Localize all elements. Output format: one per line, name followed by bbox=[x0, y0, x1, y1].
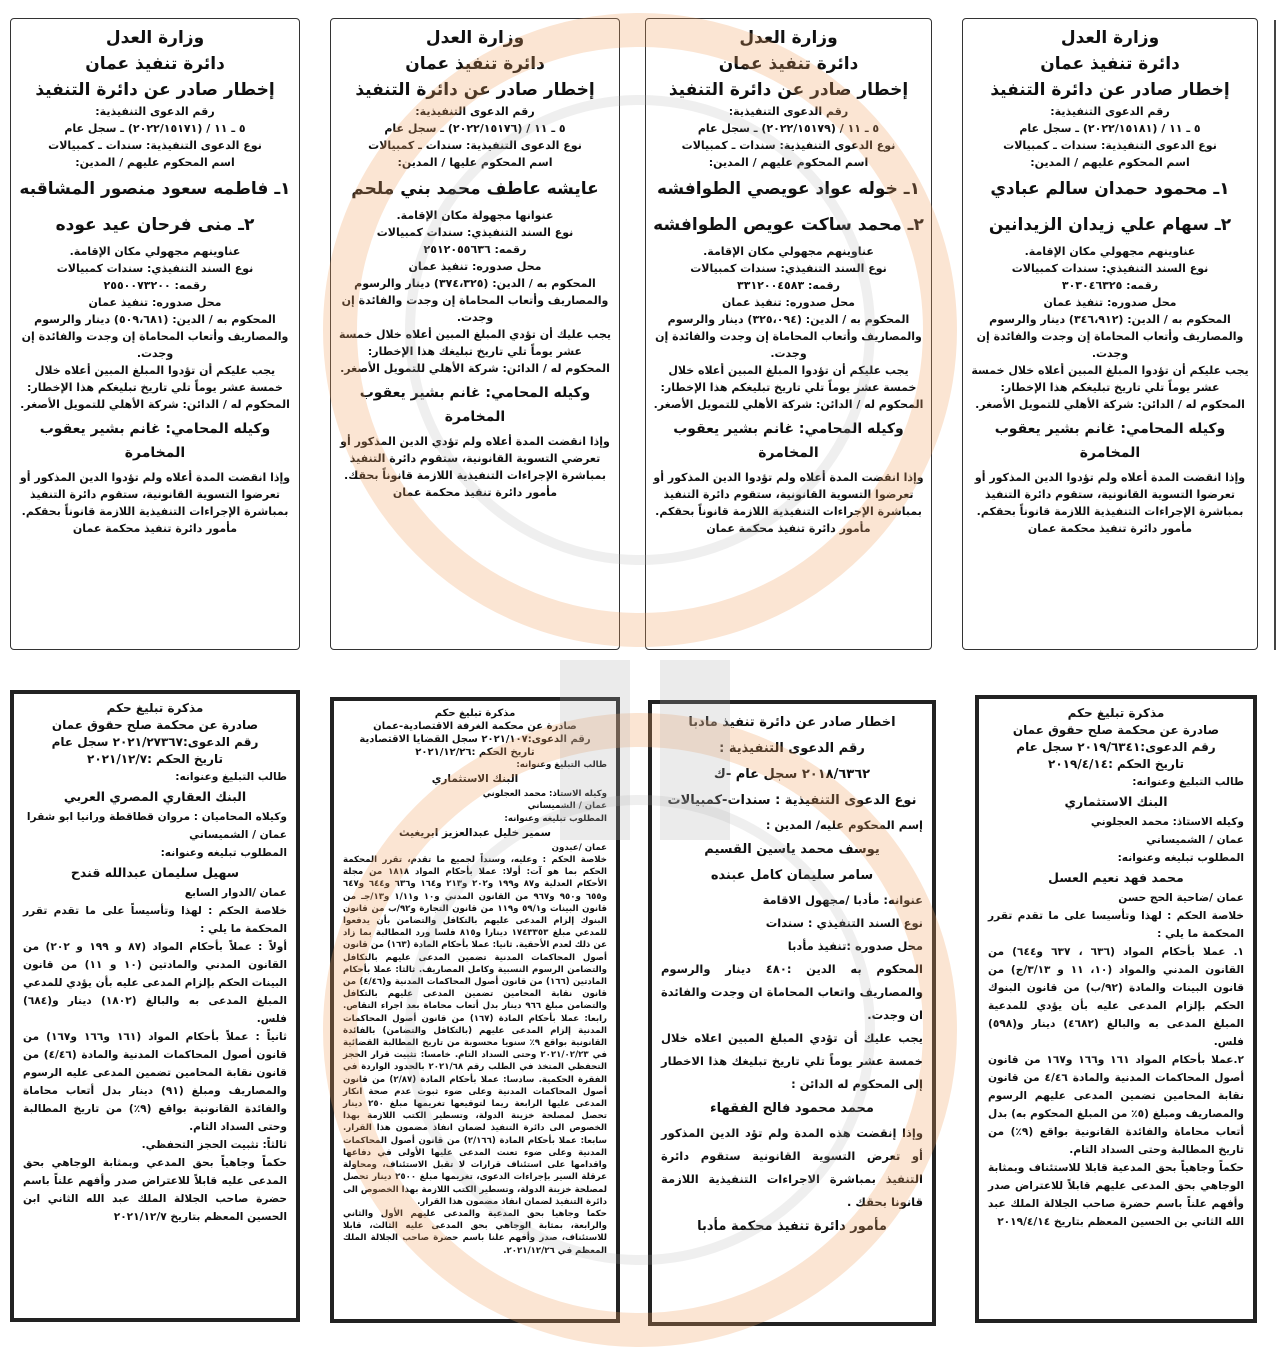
address: عناوينهم مجهولي مكان الإقامة. bbox=[1024, 245, 1196, 258]
address: عناوينهم مجهولي مكان الإقامة. bbox=[69, 245, 241, 258]
notice-text: خلاصة الحكم : لهذا وتأسيساً على ما تقدم تقرر المحكمة ما يلي : bbox=[23, 905, 287, 935]
debtor-name: ٢ـ محمد ساكت عويص الطوافشه bbox=[653, 215, 924, 235]
notice-text: يجب عليك أن تؤدي المبلغ المبين اعلاه خلال خمسة عشر يوماً تلي تاريخ تبليغك هذا الاخطار إلى المحكوم له الدائن : bbox=[661, 1031, 923, 1091]
notice-text: محل صدوره :تنفيذ مأدبا bbox=[787, 939, 923, 953]
court-notice bbox=[648, 700, 936, 1326]
issue-place: محل صدوره: تنفيذ عمان bbox=[722, 296, 855, 309]
notice-text: ثالثاً: تثبيت الحجز التحفظي. bbox=[141, 1139, 287, 1151]
doc-type: نوع السند التنفيذي: سندات كمبيالات bbox=[690, 262, 887, 275]
creditor: المحكوم له / الدائن: شركة الأهلي للتمويل الأصغر. bbox=[20, 398, 290, 411]
department-title: دائرة تنفيذ عمان bbox=[718, 54, 859, 74]
notice-text: عمان /الدوار السابع bbox=[184, 887, 287, 899]
notice-text: وكيله الاستاذ: محمد العجلوني bbox=[482, 789, 607, 800]
notice-name: سمير خليل عبدالعزيز ابريغيث bbox=[398, 826, 551, 839]
department-title: دائرة تنفيذ عمان bbox=[1040, 54, 1180, 74]
payment: يجب عليكم أن تؤدوا المبلغ المبين أعلاه خلال خمسة عشر يوماً تلي تاريخ تبليغكم هذا الإخطار: bbox=[660, 364, 917, 394]
notice-heading: مذكرة تبليغ حكم bbox=[434, 708, 516, 719]
doc-number: رقمه: ٢٥١٢٠٥٥٦٣٦ bbox=[423, 243, 527, 256]
case-label: رقم الدعوى التنفيذية: bbox=[1050, 105, 1170, 118]
debt: المحكوم به / الدين: (٣٢٥،٠٩٤) دينار والرسوم والمصاريف وأتعاب المحاماة إن وجدت والفائدة إن وجدت. bbox=[655, 313, 922, 360]
case-type: نوع الدعوى التنفيذية: سندات ـ كمبيالات bbox=[681, 139, 896, 152]
notice-name: البنك الاستثماري bbox=[1064, 794, 1168, 809]
notice-label: المطلوب تبليغه وعنوانه: bbox=[1117, 852, 1244, 864]
payment: يجب عليك أن تؤدي المبلغ المبين أعلاه خلال خمسة عشر يوماً تلي تاريخ تبليغك هذا الإخطار: bbox=[338, 328, 612, 358]
debtor-label: اسم المحكوم عليها / المدين: bbox=[397, 156, 553, 169]
court-notice bbox=[330, 697, 620, 1323]
notice-heading: مذكرة تبليغ حكم bbox=[1067, 706, 1165, 720]
department-title: دائرة تنفيذ عمان bbox=[405, 54, 545, 74]
case-label: رقم الدعوى التنفيذية: bbox=[415, 105, 535, 118]
case-number: ٥ ـ ١١ / (٢٠٢٢/١٥١٨١) ـ سجل عام bbox=[1019, 122, 1201, 135]
ministry-title: وزارة العدل bbox=[105, 28, 205, 48]
doc-number: رقمه: ٣٣١٢٠٠٤٥٨٣ bbox=[737, 279, 840, 292]
notice-text: وكيلاه المحاميان : مروان قطاقطة ورانيا ابو شقرا bbox=[26, 811, 287, 823]
issue-place: محل صدوره: تنفيذ عمان bbox=[88, 296, 222, 309]
creditor: المحكوم له / الدائن: شركة الأهلي للتمويل الأصغر. bbox=[340, 362, 610, 375]
notice-heading: مذكرة تبليغ حكم bbox=[106, 701, 204, 715]
doc-number: رقمه: ٢٥٥٠٠٧٣٢٠٠ bbox=[103, 279, 207, 292]
notice-text: حكما وجاهيا بحق المدعية والمدعى عليهم الأول والثاني والرابعة، بمثابة الوجاهي بحق المدعى عليه الثالث، قابلا للاستئناف، صدر وأفهم علنا باسم حضرة صاحب الجلالة الملك المعظم في ٢٠٢١/١٢/٢٦. bbox=[343, 1208, 607, 1256]
payment: يجب عليكم أن تؤدوا المبلغ المبين أعلاه خلال خمسة عشر يوماً تلي تاريخ تبليغكم هذا الإخطار: bbox=[971, 364, 1249, 394]
notice-label: طالب التبليغ وعنوانه: bbox=[175, 771, 287, 783]
notice-text: حكماً وجاهياً بحق المدعية قابلا للاستئناف وبمثابة الوجاهي بحق المدعى عليهم قابلاً للاعتراض صدر وأفهم علناً باسم حضرة صاحب الجلالة الملك عبد الله الثاني بن الحسين المعظم بتاريخ ٢٠١٩/٤/١٤ bbox=[988, 1162, 1244, 1228]
notice-text: عمان /عبدون bbox=[551, 842, 607, 853]
notice-text: عمان / الشميساني bbox=[1146, 834, 1244, 846]
column-divider bbox=[1274, 20, 1276, 650]
notice-label: إسم المحكوم عليه/ المدين : bbox=[765, 818, 923, 832]
notice-heading: صادرة عن محكمة صلح حقوق عمان bbox=[51, 718, 259, 732]
notice-text: وكيله الاستاذ: محمد العجلوني bbox=[1090, 816, 1244, 828]
debtor-name: ٢ـ سهام علي زيدان الزيدانين bbox=[988, 215, 1232, 235]
notice-heading: رقم الدعوى التنفيذية : bbox=[719, 741, 865, 756]
doc-type: نوع السند التنفيذي: سندات كمبيالات bbox=[1011, 262, 1209, 275]
notice-text: ٢.عملا بأحكام المواد ١٦١ و١٦٦ و١٦٧ من قانون أصول المحاكمات المدنية والمادة ٤/٤٦ من قانون نقابة المحامين تضمين المدعى عليهم الرسوم والمصاريف ومبلغ (٥٪ من المبلغ المحكوم به) بدل أتعاب محاماة والفائدة القانونية بواقع (٩٪) من تاريخ المطالبة وحتى السداد التام. bbox=[988, 1054, 1245, 1156]
notice-heading: إخطار صادر عن دائرة التنفيذ bbox=[35, 80, 275, 100]
notice-name: محمد فهد نعيم العسل bbox=[1048, 870, 1184, 885]
notice-text: عنوانه: مأدبا /مجهول الاقامة bbox=[762, 893, 923, 907]
notice-text: خلاصة الحكم : لهذا وتأسيسا على ما تقدم تقرر المحكمة ما يلي : bbox=[988, 910, 1244, 940]
debt: المحكوم به / الدين: (٣٧٤،٣٢٥) دينار والرسوم والمصاريف وأتعاب المحاماة إن وجدت والفائدة إن وجدت. bbox=[341, 277, 609, 324]
case-number: ٥ ـ ١١ / (٢٠٢٢/١٥١٧٦) ـ سجل عام bbox=[384, 122, 566, 135]
debt: المحكوم به / الدين: (٣٤٦،٩١٢) دينار والرسوم والمصاريف وأتعاب المحاماة إن وجدت والفائدة إن وجدت. bbox=[976, 313, 1244, 360]
debtor-name: ١ـ محمود حمدان سالم عبادي bbox=[990, 179, 1230, 199]
doc-number: رقمه: ٣٠٣٠٤٦٣٢٥ bbox=[1061, 279, 1159, 292]
debtor-name: عايشه عاطف محمد بني ملحم bbox=[351, 179, 599, 199]
department-title: دائرة تنفيذ عمان bbox=[85, 54, 225, 74]
signature: مأمور دائرة تنفيذ محكمة عمان bbox=[706, 522, 871, 535]
notice-label: طالب التبليغ وعنوانه: bbox=[516, 760, 607, 770]
issue-place: محل صدوره: تنفيذ عمان bbox=[408, 260, 542, 273]
signature: مأمور دائرة تنفيذ محكمة عمان bbox=[1027, 522, 1193, 535]
notice-heading: تاريخ الحكم :٢٠٢١/١٢/٢٦ bbox=[415, 747, 535, 758]
execution-notice bbox=[10, 18, 300, 650]
execution-notice bbox=[962, 18, 1258, 650]
notice-text: عمان / الشميساني bbox=[527, 801, 607, 812]
lawyer-name: وكيله المحامي: غانم بشير يعقوب المخامرة bbox=[673, 421, 904, 461]
notice-text: ١. عملا بأحكام المواد (٦٣٦ ، ٦٣٧ و٦٤٤) من القانون المدني والمواد (١٠، ١١ و ٣/١٣/ج) من قانون البينات والمادة (٩٢/ب) من قانون البنوك الحكم بإلزام المدعى عليه بأن يؤدي للمدعية المبلغ المدعى به والبالغ (٤٦٨٢) دينار و(٥٩٨) فلس. bbox=[988, 946, 1245, 1048]
creditor: المحكوم له / الدائن: شركة الأهلي للتمويل الأصغر. bbox=[653, 398, 924, 411]
notice-text: وإذا إنقضت هذه المدة ولم تؤد الدين المذكور أو تعرض التسوية القانونية ستقوم دائرة التنفيذ بمباشرة الاجراءات التنفيذية اللازمة قانونا بحقك . bbox=[661, 1126, 923, 1209]
notice-name: البنك الاستثماري bbox=[431, 773, 519, 786]
notice-heading: صادرة عن محكمة الغرفة الاقتصادية-عمان bbox=[373, 721, 577, 732]
case-label: رقم الدعوى التنفيذية: bbox=[728, 105, 849, 118]
creditor: المحكوم له / الدائن: شركة الأهلي للتمويل الأصغر. bbox=[975, 398, 1245, 411]
notice-heading: إخطار صادر عن دائرة التنفيذ bbox=[355, 80, 595, 100]
notice-name: محمد محمود فالح الفقهاء bbox=[710, 1101, 874, 1116]
ministry-title: وزارة العدل bbox=[739, 28, 838, 48]
payment: يجب عليكم أن تؤدوا المبلغ المبين أعلاه خلال خمسة عشر يوماً تلي تاريخ تبليغكم هذا الإخطار: bbox=[27, 364, 283, 394]
execution-notice bbox=[330, 18, 620, 650]
debt: المحكوم به / الدين: (٥٠٩،٦٨١) دينار والرسوم والمصاريف وأتعاب المحاماة إن وجدت والفائدة إن وجدت. bbox=[21, 313, 289, 360]
notice-name: يوسف محمد ياسين القسيم bbox=[704, 842, 880, 857]
closing-text: وإذا انقضت المدة أعلاه ولم تؤدوا الدين المذكور أو تعرضوا التسوية القانونية، ستقوم دائرة التنفيذ بمباشرة الإجراءات التنفيذية اللازمة قانوناً بحقكم. bbox=[653, 471, 924, 518]
notice-name: البنك العقاري المصري العربي bbox=[63, 789, 247, 804]
debtor-name: ٢ـ منى فرحان عيد عوده bbox=[55, 215, 255, 235]
notice-heading: اخطار صادر عن دائرة تنفيذ مادبا bbox=[688, 715, 896, 730]
notice-text: ثانياً : عملاً بأحكام المواد (١٦١ و١٦٦ و١٦٧) من قانون أصول المحاكمات المدنية والمادة (٤/٤٦) من قانون نقابة المحامين تضمين المدعى عليه الرسوم والمصاريف ومبلغ (٩١) دينار بدل أتعاب محاماة والفائدة القانونية بواقع (٩٪) من تاريخ المطالبة وحتى السداد التام. bbox=[23, 1031, 288, 1133]
closing-text: وإذا انقضت المدة أعلاه ولم تؤدي الدين المذكور أو تعرضي التسوية القانونية، ستقوم دائرة التنفيذ بمباشرة الإجراءات التنفيذية اللازمة قانوناً بحقك. bbox=[340, 435, 610, 482]
lawyer-name: وكيله المحامي: غانم بشير يعقوب المخامرة bbox=[359, 385, 591, 425]
notice-name: سهيل سليمان عبدالله قندح bbox=[70, 865, 240, 880]
debtor-label: اسم المحكوم عليهم / المدين: bbox=[708, 156, 869, 169]
debtor-name: ١ـ خوله عواد عويصي الطوافشه bbox=[657, 179, 920, 199]
case-number: ٥ ـ ١١ / (٢٠٢٢/١٥١٧١) ـ سجل عام bbox=[64, 122, 246, 135]
notice-heading: إخطار صادر عن دائرة التنفيذ bbox=[668, 80, 909, 100]
notice-text: نوع السند التنفيذي : سندات bbox=[765, 916, 923, 930]
case-type: نوع الدعوى التنفيذية: سندات ـ كمبيالات bbox=[48, 139, 262, 152]
case-type: نوع الدعوى التنفيذية: سندات ـ كمبيالات bbox=[1003, 139, 1217, 152]
address: عناوينهم مجهولي مكان الإقامة. bbox=[703, 245, 874, 258]
signature: مأمور دائرة تنفيذ محكمة عمان bbox=[72, 522, 238, 535]
debtor-name: ١ـ فاطمه سعود منصور المشاقبه bbox=[19, 179, 291, 199]
doc-type: نوع السند التنفيذي: سندات كمبيالات bbox=[56, 262, 254, 275]
closing-text: وإذا انقضت المدة أعلاه ولم تؤدوا الدين المذكور أو تعرضوا التسوية القانونية، ستقوم دائرة التنفيذ بمباشرة الإجراءات التنفيذية اللازمة قانوناً بحقكم. bbox=[19, 471, 291, 518]
notice-heading: إخطار صادر عن دائرة التنفيذ bbox=[990, 80, 1230, 100]
notice-text: عمان /ضاحية الحج حسن bbox=[1118, 892, 1244, 904]
execution-notice bbox=[645, 18, 932, 650]
debtor-label: اسم المحكوم عليهم / المدين: bbox=[75, 156, 235, 169]
notice-name: مأمور دائرة تنفيذ محكمة مأدبا bbox=[697, 1219, 887, 1234]
court-notice bbox=[10, 690, 300, 1322]
notice-heading: تاريخ الحكم :٢٠١٩/٤/١٤ bbox=[1048, 757, 1184, 771]
notice-name: سامر سليمان كامل عبنده bbox=[710, 868, 874, 883]
notice-heading: رقم الدعوى:٢٠٢١/٢٧٣٦٧ سجل عام bbox=[51, 735, 259, 749]
debtor-label: اسم المحكوم عليهم / المدين: bbox=[1030, 156, 1190, 169]
notice-heading: ٢٠١٨/٦٣٦٢ سجل عام -ك bbox=[713, 767, 871, 782]
notice-heading: رقم الدعوى:٢٠٢١/١٠٧ سجل القضايا الاقتصادية bbox=[359, 734, 591, 745]
notice-heading: صادرة عن محكمة صلح حقوق عمان bbox=[1012, 723, 1220, 737]
address: عنوانها مجهولة مكان الإقامة. bbox=[396, 209, 554, 222]
ministry-title: وزارة العدل bbox=[1060, 28, 1160, 48]
court-notice bbox=[975, 695, 1257, 1323]
notice-heading: نوع الدعوى التنفيذية : سندات-كمبيالات bbox=[667, 793, 917, 808]
notice-label: المطلوب تبليغه وعنوانه: bbox=[160, 847, 287, 859]
notice-label: طالب التبليغ وعنوانه: bbox=[1132, 776, 1244, 788]
case-type: نوع الدعوى التنفيذية: سندات ـ كمبيالات bbox=[368, 139, 582, 152]
ministry-title: وزارة العدل bbox=[425, 28, 525, 48]
lawyer-name: وكيله المحامي: غانم بشير يعقوب المخامرة bbox=[39, 421, 271, 461]
signature: مأمور دائرة تنفيذ محكمة عمان bbox=[392, 486, 558, 499]
notice-text: المحكوم به الدين :٤٨٠ دينار والرسوم والمصاريف واتعاب المحاماة ان وجدت والفائدة ان وجدت. bbox=[661, 962, 923, 1022]
notice-heading: تاريخ الحكم :٢٠٢١/١٢/٧ bbox=[87, 752, 223, 766]
doc-type: نوع السند التنفيذي: سندات كمبيالات bbox=[376, 226, 574, 239]
notice-text: حكماً وجاهياً بحق المدعي وبمثابة الوجاهي بحق المدعى عليه قابلاً للاعتراض صدر وأفهم علناً باسم حضرة صاحب الجلالة الملك عبد الله الثاني ابن الحسين المعظم بتاريخ ٢٠٢١/١٢/٧ bbox=[23, 1157, 287, 1223]
issue-place: محل صدوره: تنفيذ عمان bbox=[1043, 296, 1177, 309]
case-label: رقم الدعوى التنفيذية: bbox=[95, 105, 215, 118]
notice-text: أولاً : عملاً بأحكام المواد (٨٧ و ١٩٩ و ٢٠٢) من القانون المدني والمادتين (١٠ و ١١) من قانون البينات الحكم بإلزام المدعى عليه بأن يؤدي للمدعي المبلغ المدعى به والبالغ (١٨٠٢) دينار و(٦٨٤) فلس. bbox=[23, 941, 288, 1025]
closing-text: وإذا انقضت المدة أعلاه ولم تؤدوا الدين المذكور أو تعرضوا التسوية القانونية، ستقوم دائرة التنفيذ بمباشرة الإجراءات التنفيذية اللازمة قانوناً بحقكم. bbox=[974, 471, 1246, 518]
notice-label: المطلوب تبليغه وعنوانه: bbox=[504, 813, 607, 824]
notice-text: عمان / الشميساني bbox=[189, 829, 287, 841]
notice-heading: رقم الدعوى:٢٠١٩/٦٣٤١ سجل عام bbox=[1016, 740, 1216, 754]
lawyer-name: وكيله المحامي: غانم بشير يعقوب المخامرة bbox=[994, 421, 1226, 461]
notice-text: خلاصة الحكم : وعليه، وسنداً لجميع ما تقدم، تقرر المحكمة الحكم بما هو آت: أولا: عملا بأحكام المواد ١٨١٨ من مجلة الأحكام العدلية و٨٧ و١٩٩ و٢٠٢ و٢١٣ و١٦٤ و٦٣٦ و٦٤٤ و٦٤٧ و٦٥٥ و٩٥٠ و٩٦٧ من القانون المدني و١٠ و١/١١ و١٣/جـ من قانون البينات و٥٩/١ و١١٩ من قانون التجارة و٩٢/ب من قانون البنوك إلزام المدعى عليهم بالتكافل والتضامن بأن يدفعوا للمدعي مبلغ ١٧٤٣٣٥٣ دينارا و٨١٥ فلسا ورد المطالبة بما زاد عن ذلك لعدم الأحقية. ثانيا: عملا بأحكام المادة (١٦٣) من قانون أصول المحاكمات المدنية تضمين المدعى عليهم بالتكافل والتضامن الرسوم النسبية وكامل المصاريف. ثالثا: عملا بأحكام المادتين (١٦٦) من قانون أصول المحاكمات المدنية و(٤/٤٦) من قانون نقابة المحامين تضمين المدعى عليهم بالتكافل والتضامن مبلغ ٩٦٦ دينار بدل أتعاب محاماة بعد اجراء التقاص. رابعا: عملا بأحكام المادة (١٦٧) من قانون أصول المحاكمات المدنية إلزام المدعى عليهم (بالتكافل والتضامن) بالفائدة القانونية بواقع ٩٪ سنويا محسوبة من تاريخ المطالبة القضائية في ٢٠٢١/٠٢/٢٣ وحتى السداد التام. خامسا: تثبيت قرار الحجز التحفظي المتخذ في الطلب رقم ٢٠٢١/٦٨ بالحدود الواردة في الفقرة الحكمية. سادسا: عملا بأحكام المادة (٢/٨٧) من قانون أصول المحاكمات المدنية وعلى ضوء ثبوت عدم صحة انكار المدعى عليها الرابعة ريما لتوقيعها تغريمها مبلغ ٢٥٠ دينار تحصل لمصلحة خزينة الدولة، وتسطير الكتب اللازمة بهذا الخصوص الى دائرة التنفيذ لضمان انفاذ مضمون هذا القرار. سابعا: عملا بأحكام المادة (٢/١٦٦) من قانون أصول المحاكمات المدنية وعلى ضوء تعنت المدعى عليها الأولى في دفاعها واقدامها على استئناف قرارات لا تقبل الاستئناف، ومحاولة عرقلة السير بإجراءات الدعوى، تغريمها مبلغ ٢٥٠٠ دينار تحصل لمصلحة خزينة الدولة، وتسطير الكتب اللازمة بهذا الخصوص الى دائرة التنفيذ لضمان انفاذ مضمون هذا القرار. bbox=[343, 855, 608, 1207]
case-number: ٥ ـ ١١ / (٢٠٢٢/١٥١٧٩) ـ سجل عام bbox=[697, 122, 880, 135]
